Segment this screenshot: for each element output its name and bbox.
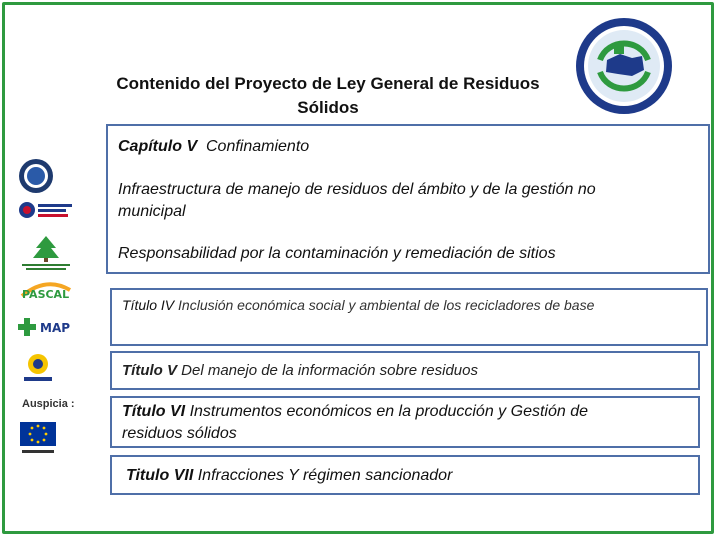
title-vi-label: Título VI bbox=[122, 403, 186, 420]
union-europea-logo-icon bbox=[18, 420, 58, 456]
fedomu-logo-icon bbox=[18, 352, 58, 382]
title-vii-box bbox=[110, 455, 700, 495]
svg-text:PASCAL: PASCAL bbox=[22, 288, 70, 301]
chapter-v-box bbox=[106, 124, 710, 274]
title-iv-label: Título IV bbox=[122, 297, 175, 313]
chapter-v-topic: Confinamiento bbox=[206, 138, 310, 155]
title-vii-line bbox=[126, 465, 690, 487]
slide-title bbox=[70, 72, 586, 120]
muj-logo-icon bbox=[18, 158, 54, 194]
slide-title-line1: Contenido del Proyecto de Ley General de Residuos bbox=[116, 74, 540, 93]
title-iv-line bbox=[122, 294, 698, 316]
title-vi-line1 bbox=[122, 401, 690, 423]
auspicia-label: Auspicia : bbox=[22, 398, 75, 410]
chapter-v-item1-line1: Infraestructura de manejo de residuos del ámbito y de la gestión no bbox=[118, 181, 596, 198]
title-v-box bbox=[110, 351, 700, 390]
slide-title-line2: Sólidos bbox=[297, 98, 359, 117]
chapter-v-label: Capítulo V bbox=[118, 138, 198, 155]
chapter-v-item1-line2: municipal bbox=[118, 203, 186, 220]
chapter-v-heading bbox=[118, 136, 700, 158]
gp-logo-icon bbox=[18, 200, 74, 220]
title-vii-text: Infracciones Y régimen sancionador bbox=[197, 467, 453, 484]
title-vi-box bbox=[110, 396, 700, 448]
title-v-label: Título V bbox=[122, 362, 177, 379]
commission-seal-icon bbox=[574, 16, 674, 116]
title-v-text: Del manejo de la información sobre residuos bbox=[181, 362, 478, 379]
title-iv-box bbox=[110, 288, 708, 346]
title-vii-label: Titulo VII bbox=[126, 467, 194, 484]
chapter-v-item2: Responsabilidad por la contaminación y remediación de sitios bbox=[118, 245, 556, 262]
ministerio-medio-ambiente-logo-icon bbox=[18, 234, 74, 270]
pascal-logo-icon bbox=[18, 276, 74, 304]
map-logo-icon bbox=[18, 316, 74, 340]
title-vi-line2: residuos sólidos bbox=[122, 425, 237, 442]
title-v-line bbox=[122, 360, 690, 382]
svg-text:MAP: MAP bbox=[40, 321, 71, 335]
title-iv-text: Inclusión económica social y ambiental de los recicladores de base bbox=[178, 297, 595, 313]
title-vi-text: Instrumentos económicos en la producción y Gestión de bbox=[189, 403, 588, 420]
